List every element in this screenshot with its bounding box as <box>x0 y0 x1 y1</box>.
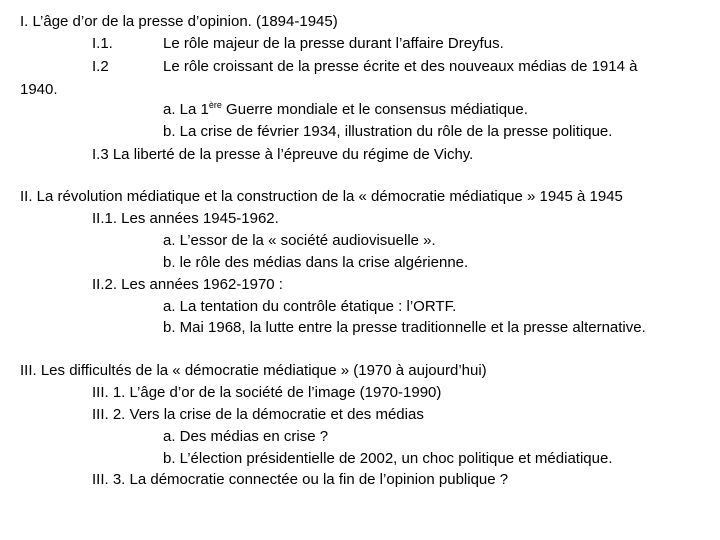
part2-section1-item-b: b. le rôle des médias dans la crise algérienne. <box>163 254 469 271</box>
item-a-suffix: Guerre mondiale et le consensus médiatique. <box>221 101 528 118</box>
part1-section2-item-b: b. La crise de février 1934, illustration du rôle de la presse politique. <box>163 123 613 140</box>
part3-section3: III. 3. La démocratie connectée ou la fin de l’opinion publique ? <box>92 471 509 488</box>
part1-section1-number: I.1. <box>92 35 113 52</box>
part3-title: III. Les difficultés de la « démocratie médiatique » (1970 à aujourd’hui) <box>20 362 487 379</box>
part3-section2: III. 2. Vers la crise de la démocratie et des médias <box>92 406 424 423</box>
part1-section1-text: Le rôle majeur de la presse durant l’affaire Dreyfus. <box>163 35 504 52</box>
part2-section1: II.1. Les années 1945-1962. <box>92 210 279 227</box>
part1-section2-text-wrap: 1940. <box>20 81 58 98</box>
part1-section2-item-a <box>163 100 528 120</box>
part2-section2-item-b: b. Mai 1968, la lutte entre la presse traditionnelle et la presse alternative. <box>163 319 646 336</box>
part1-section3: I.3 La liberté de la presse à l’épreuve du régime de Vichy. <box>92 146 474 163</box>
part3-section1: III. 1. L’âge d’or de la société de l’image (1970-1990) <box>92 384 442 401</box>
item-a-prefix: a. La 1 <box>163 101 209 118</box>
part2-section1-item-a: a. L’essor de la « société audiovisuelle ». <box>163 232 436 249</box>
part2-section2: II.2. Les années 1962-1970 : <box>92 276 283 293</box>
part1-section2-number: I.2 <box>92 58 109 75</box>
part3-section2-item-b: b. L’élection présidentielle de 2002, un choc politique et médiatique. <box>163 450 613 467</box>
part1-title: I. L’âge d’or de la presse d’opinion. (1894-1945) <box>20 13 338 30</box>
part3-section2-item-a: a. Des médias en crise ? <box>163 428 329 445</box>
part1-section2-text: Le rôle croissant de la presse écrite et des nouveaux médias de 1914 à <box>163 58 638 75</box>
item-a-superscript: ère <box>208 100 222 110</box>
part2-title: II. La révolution médiatique et la construction de la « démocratie médiatique » 1945 à 1945 <box>20 188 623 205</box>
part2-section2-item-a: a. La tentation du contrôle étatique : l’ORTF. <box>163 298 457 315</box>
